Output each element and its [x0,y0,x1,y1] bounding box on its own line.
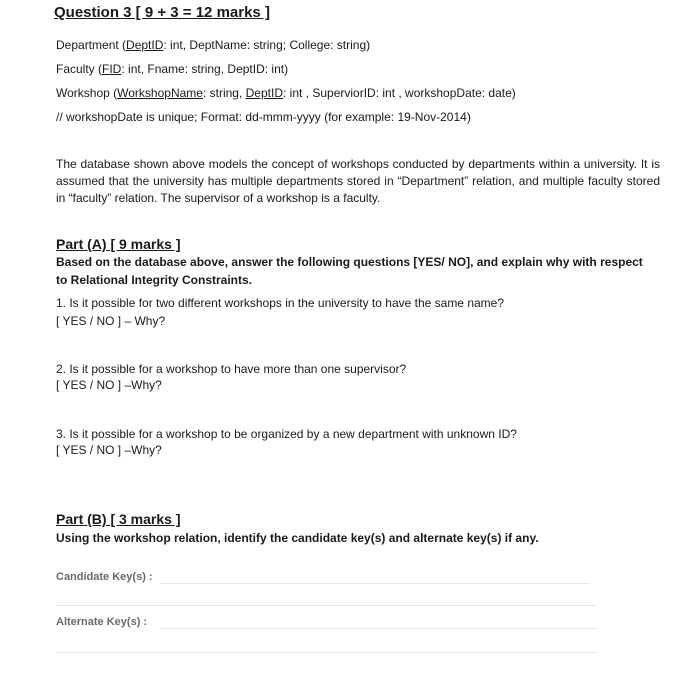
answer-prompt-2: [ YES / NO ] –Why? [56,378,162,392]
primary-key-fid: FID [102,62,122,76]
part-a-title: Part (A) [ 9 marks ] [56,236,181,252]
question-3: 3. Is it possible for a workshop to be organized by a new department with unknown ID? [56,427,517,441]
alternate-key-label: Alternate Key(s) : [56,616,148,628]
answer-line [56,652,596,653]
primary-key-workshopname: WorkshopName [117,86,203,100]
candidate-key-answer-line [160,583,590,584]
answer-line [56,605,596,606]
part-a-instruction-line1: Based on the database above, answer the following questions [YES/ NO], and explain why with respect [56,255,643,269]
answer-prompt-1: [ YES / NO ] – Why? [56,314,166,328]
schema-department: Department (DeptID: int, DeptName: string; College: string) [56,38,371,52]
question-title: Question 3 [ 9 + 3 = 12 marks ] [54,4,270,21]
schema-faculty: Faculty (FID: int, Fname: string, DeptID: int) [56,62,289,76]
question-2: 2. Is it possible for a workshop to have more than one supervisor? [56,362,407,376]
candidate-key-label: Candidate Key(s) : [56,571,153,583]
part-b-title: Part (B) [ 3 marks ] [56,511,181,527]
answer-prompt-3: [ YES / NO ] –Why? [56,443,162,457]
schema-workshop: Workshop (WorkshopName: string, DeptID: int , SuperviorID: int , workshopDate: date) [56,86,516,100]
primary-key-deptid: DeptID [126,38,164,52]
description-paragraph: The database shown above models the concept of workshops conducted by departments within a university. It is assumed that the university has multiple departments stored in “Department” relation, and multiple faculty stored in “faculty” relation. The supervisor of a workshop is a faculty. [56,157,660,205]
question-1: 1. Is it possible for two different workshops in the university to have the same name? [56,296,505,310]
alternate-key-answer-line [160,628,596,629]
primary-key-deptid: DeptID [245,86,283,100]
part-a-instruction-line2: to Relational Integrity Constraints. [56,273,253,287]
schema-note: // workshopDate is unique; Format: dd-mmm-yyyy (for example: 19-Nov-2014) [56,110,471,124]
part-b-instruction: Using the workshop relation, identify the candidate key(s) and alternate key(s) if any. [56,531,539,545]
